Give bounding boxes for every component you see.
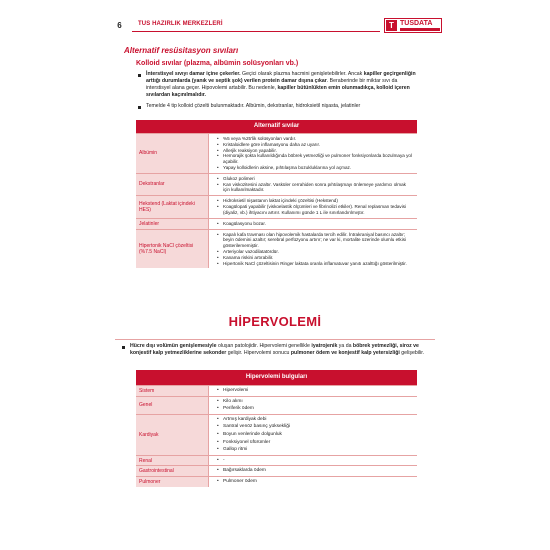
text: . Beraberinde bir miktar sıvı da interstisyel alana geçer. Hipovolemi artabilir. Bu nedenle, xyxy=(146,78,398,91)
row-label: Dekstranlar xyxy=(136,174,208,195)
colloid-types-text: Temelde 4 tip kolloid çözelti bulunmaktadır. Albümin, dekstranlar, hidroksietil nişasta, jelatinler xyxy=(146,103,361,109)
row-label: Pulmoner xyxy=(136,477,208,487)
row-content xyxy=(208,456,417,466)
list-item: • - xyxy=(217,457,414,465)
list-item: • Hipervolemi xyxy=(217,387,414,395)
list-item: • Yapay kolloidlerin aksine, pıhtılaşma bozukluklarına yol açmaz. xyxy=(217,165,414,171)
page-header xyxy=(112,18,442,33)
row-content xyxy=(208,397,417,414)
list-item: • Hemorajik şokta kullanıldığında böbrek yetmezliği ve pulmoner fonksiyonlarda bozulmaya yol açabilir. xyxy=(217,153,414,165)
text-bold: kapiller geçirgenliğin arttığı durumlarda (yanık ve septik şok) verilen protein damar dışına çıkar xyxy=(146,71,416,84)
text: Geçici olarak plazma hacmini genişletebilirler. Ancak xyxy=(240,71,364,77)
list-item: • Kanama riskini artırabilir. xyxy=(217,255,414,261)
chapter-rule xyxy=(115,339,435,340)
row-label: Jelatinler xyxy=(136,219,208,229)
bullet-marker xyxy=(122,346,125,349)
list-item: • Periferik ödem xyxy=(217,405,414,413)
table-row xyxy=(136,396,417,414)
list-item: • Kan viskozitesini azaltır. Vasküler cerrahiden sonra pıhtılaşmayı önlemeye yardımcı olmak için kullanılmaktadır. xyxy=(217,182,414,194)
row-content xyxy=(208,230,417,269)
row-label: Albümin xyxy=(136,134,208,173)
table-row xyxy=(136,465,417,476)
row-content xyxy=(208,219,417,229)
list-item: • Kristaloidlere göre inflamasyonu daha az uyarır. xyxy=(217,142,414,148)
bullet-marker xyxy=(138,74,141,77)
hypervolemia-paragraph xyxy=(130,343,430,357)
text-bold: iyatrojenik xyxy=(311,343,338,349)
text: gelişebilir. xyxy=(399,350,425,356)
row-content xyxy=(208,386,417,396)
row-label: Genel xyxy=(136,397,208,414)
list-item: • Artmış kardiyak debi xyxy=(217,416,414,424)
row-label: Hipertonik NaCl çözeltisi (%7.5 NaCl) xyxy=(136,230,208,269)
header-title: TUS HAZIRLIK MERKEZLERİ xyxy=(138,21,223,27)
row-content xyxy=(208,174,417,195)
page-number: 6 xyxy=(117,21,122,30)
table-row xyxy=(136,455,417,466)
list-item: • Koagülasyonu bozar. xyxy=(217,221,414,227)
table-row xyxy=(136,218,417,229)
hypervolemia-findings-table xyxy=(136,370,417,487)
list-item: • Hipertonik NaCl çözeltisinin Ringer laktata oranla inflamatuvar yanıtı azalttığı gösterilmiştir. xyxy=(217,261,414,267)
row-content xyxy=(208,415,417,455)
list-item: • Arteriyolar vazodilatatördür. xyxy=(217,249,414,255)
text-bold: böbrek yetmezliği, siroz ve konjestif kalp yetmezliklerine sekonder xyxy=(130,343,419,356)
list-item: • Fonksiyonel üfürümler xyxy=(217,439,414,447)
list-item: • Kapalı kafa travması olan hipovolemik hastalarda tercih edilir. İntrakraniyal basıncı azaltır; beyin ödemini azaltır; serebral perfüzyonu artırır; ne var ki, mortalite üzerinde olumlu etkisi gösterilememiştir. xyxy=(217,232,414,249)
alternative-fluids-table xyxy=(136,120,417,268)
table-row xyxy=(136,173,417,195)
table-row xyxy=(136,133,417,173)
list-item: • Santral venöz basınç yüksekliği xyxy=(217,423,414,431)
text-bold: kapiller bütünlükten emin olunmadıkça, kolloid içeren sıvılardan kaçınılmalıdır. xyxy=(146,85,410,98)
logo-mark: T xyxy=(386,20,397,31)
list-item: • Gallop ritmi xyxy=(217,446,414,454)
header-rule xyxy=(132,31,380,32)
table-row xyxy=(136,476,417,487)
row-label: Sistem xyxy=(136,386,208,396)
logo-text: TUSDATA xyxy=(400,20,433,27)
list-item: • %5 veya %25'lik solüsyonları vardır. xyxy=(217,136,414,142)
row-label: Renal xyxy=(136,456,208,466)
table-body xyxy=(136,385,417,487)
text-bold: pulmoner ödem ve konjestif kalp yetersizliği xyxy=(290,350,400,356)
section-title: Alternatif resüsitasyon sıvıları xyxy=(124,46,239,55)
chapter-title: HİPERVOLEMİ xyxy=(228,314,322,329)
logo-underline xyxy=(400,28,440,31)
row-content xyxy=(208,477,417,487)
text: oluşan patolojidir. Hipervolemi genellikle xyxy=(216,343,312,349)
bullet-marker xyxy=(138,106,141,109)
list-item: • Hidroksietil nişastanın laktat içindeki çözeltisi (Hekstend) xyxy=(217,198,414,204)
row-content xyxy=(208,196,417,217)
row-content xyxy=(208,134,417,173)
list-item: • Bağırsaklarda ödem xyxy=(217,467,414,475)
text: gelişir. Hipervolemi sonucu xyxy=(226,350,291,356)
row-label: Kardiyak xyxy=(136,415,208,455)
table-row xyxy=(136,414,417,455)
row-label: Hekstend (Laktat içindeki HES) xyxy=(136,196,208,217)
list-item: • Koagülopati yapabilir (viskoelastik ölçümleri ve fibrinolizi etkiler). Renal replasman tedavisi (diyaliz, vb.) ihtiyacını artırır. Kullanımı günde 1 L ile sınırlandırılmıştır. xyxy=(217,204,414,216)
text: ya da xyxy=(337,343,353,349)
row-label: Gastrointestinal xyxy=(136,466,208,476)
list-item: • Glukoz polimeri xyxy=(217,176,414,182)
list-item: • Allerjik reaksiyon yapabilir. xyxy=(217,148,414,154)
table-row xyxy=(136,229,417,269)
list-item: • Boyun venlerinde dolgunluk xyxy=(217,431,414,439)
colloid-paragraph xyxy=(146,71,418,99)
list-item: • Pulmoner ödem xyxy=(217,478,414,486)
section-subtitle: Kolloid sıvılar (plazma, albümin solüsyonları vb.) xyxy=(136,60,299,67)
table-row xyxy=(136,385,417,396)
table-body xyxy=(136,133,417,268)
list-item: • Kilo alımı xyxy=(217,398,414,406)
text-bold: Hücre dışı volümün genişlemesiyle xyxy=(130,343,217,349)
table-row xyxy=(136,195,417,217)
table-title: Alternatif sıvılar xyxy=(136,120,417,133)
text-bold: İnterstisyel sıvıyı damar içine çekerler. xyxy=(146,71,241,77)
table-title: Hipervolemi bulguları xyxy=(136,370,417,385)
row-content xyxy=(208,466,417,476)
publisher-logo xyxy=(384,18,442,33)
